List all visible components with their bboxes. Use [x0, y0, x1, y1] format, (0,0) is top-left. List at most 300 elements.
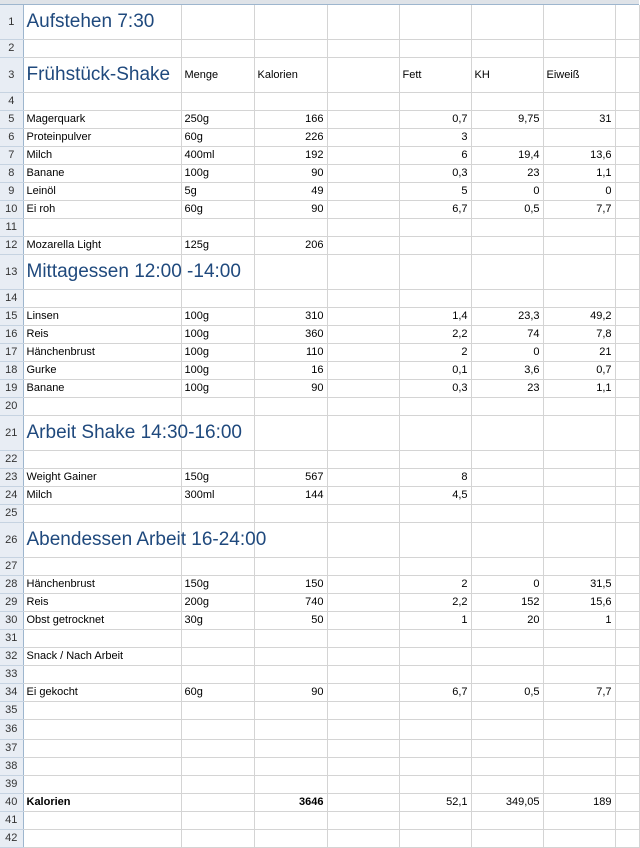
cell-empty[interactable]	[327, 165, 399, 183]
cell-fat[interactable]: 2,2	[399, 594, 471, 612]
cell-empty[interactable]	[615, 776, 639, 794]
cell-amount[interactable]	[181, 812, 254, 830]
row-number[interactable]: 16	[0, 326, 23, 344]
cell-empty[interactable]	[615, 416, 639, 451]
cell-calories[interactable]: 16	[254, 362, 327, 380]
cell-carbs[interactable]	[471, 487, 543, 505]
cell-empty[interactable]	[327, 326, 399, 344]
row-number[interactable]: 32	[0, 648, 23, 666]
cell-empty[interactable]	[327, 684, 399, 702]
cell-carbs[interactable]	[471, 469, 543, 487]
cell-calories[interactable]	[254, 5, 327, 40]
cell-fat[interactable]: Fett	[399, 58, 471, 93]
cell-carbs[interactable]: 0,5	[471, 684, 543, 702]
cell-carbs[interactable]	[471, 398, 543, 416]
cell-amount[interactable]	[181, 776, 254, 794]
cell-amount[interactable]	[181, 794, 254, 812]
cell-label[interactable]: Snack / Nach Arbeit	[23, 648, 181, 666]
row-number[interactable]: 37	[0, 740, 23, 758]
cell-label[interactable]	[23, 558, 181, 576]
row-number[interactable]: 11	[0, 219, 23, 237]
cell-amount[interactable]	[181, 40, 254, 58]
cell-empty[interactable]	[327, 129, 399, 147]
cell-carbs[interactable]	[471, 5, 543, 40]
cell-empty[interactable]	[615, 451, 639, 469]
cell-label[interactable]	[23, 505, 181, 523]
cell-fat[interactable]	[399, 219, 471, 237]
row-number[interactable]: 18	[0, 362, 23, 380]
cell-empty[interactable]	[327, 505, 399, 523]
cell-amount[interactable]: 60g	[181, 129, 254, 147]
cell-protein[interactable]	[543, 830, 615, 848]
cell-empty[interactable]	[327, 398, 399, 416]
cell-label[interactable]: Gurke	[23, 362, 181, 380]
cell-fat[interactable]: 52,1	[399, 794, 471, 812]
cell-calories[interactable]: Kalorien	[254, 58, 327, 93]
row-number[interactable]: 31	[0, 630, 23, 648]
cell-amount[interactable]	[181, 648, 254, 666]
cell-calories[interactable]: 144	[254, 487, 327, 505]
cell-calories[interactable]: 226	[254, 129, 327, 147]
cell-empty[interactable]	[615, 505, 639, 523]
row-number[interactable]: 38	[0, 758, 23, 776]
cell-calories[interactable]: 49	[254, 183, 327, 201]
row-number[interactable]: 30	[0, 612, 23, 630]
cell-empty[interactable]	[615, 5, 639, 40]
cell-amount[interactable]: 400ml	[181, 147, 254, 165]
cell-calories[interactable]	[254, 630, 327, 648]
cell-fat[interactable]: 6	[399, 147, 471, 165]
cell-protein[interactable]	[543, 740, 615, 758]
cell-empty[interactable]	[327, 776, 399, 794]
cell-carbs[interactable]	[471, 523, 543, 558]
cell-calories[interactable]	[254, 720, 327, 740]
cell-label[interactable]: Banane	[23, 165, 181, 183]
row-number[interactable]: 34	[0, 684, 23, 702]
cell-fat[interactable]	[399, 776, 471, 794]
cell-empty[interactable]	[615, 702, 639, 720]
cell-carbs[interactable]	[471, 830, 543, 848]
cell-carbs[interactable]: 152	[471, 594, 543, 612]
cell-protein[interactable]: 7,7	[543, 684, 615, 702]
cell-protein[interactable]	[543, 648, 615, 666]
cell-amount[interactable]: 5g	[181, 183, 254, 201]
row-number[interactable]: 10	[0, 201, 23, 219]
cell-empty[interactable]	[327, 451, 399, 469]
row-number[interactable]: 17	[0, 344, 23, 362]
cell-empty[interactable]	[327, 111, 399, 129]
cell-label[interactable]	[23, 702, 181, 720]
cell-fat[interactable]	[399, 398, 471, 416]
cell-fat[interactable]	[399, 666, 471, 684]
cell-protein[interactable]	[543, 219, 615, 237]
cell-empty[interactable]	[327, 648, 399, 666]
cell-carbs[interactable]	[471, 558, 543, 576]
cell-amount[interactable]: 200g	[181, 594, 254, 612]
cell-empty[interactable]	[327, 558, 399, 576]
cell-label[interactable]: Linsen	[23, 308, 181, 326]
cell-protein[interactable]	[543, 93, 615, 111]
cell-carbs[interactable]	[471, 666, 543, 684]
row-number[interactable]: 28	[0, 576, 23, 594]
cell-empty[interactable]	[615, 630, 639, 648]
cell-fat[interactable]	[399, 255, 471, 290]
cell-label[interactable]	[23, 740, 181, 758]
cell-calories[interactable]	[254, 702, 327, 720]
cell-carbs[interactable]	[471, 129, 543, 147]
cell-label[interactable]: Obst getrocknet	[23, 612, 181, 630]
cell-label[interactable]: Hänchenbrust	[23, 576, 181, 594]
cell-amount[interactable]: 100g	[181, 380, 254, 398]
cell-empty[interactable]	[615, 219, 639, 237]
cell-empty[interactable]	[615, 344, 639, 362]
cell-label[interactable]: Ei roh	[23, 201, 181, 219]
cell-protein[interactable]	[543, 129, 615, 147]
cell-fat[interactable]	[399, 451, 471, 469]
cell-empty[interactable]	[615, 147, 639, 165]
cell-label[interactable]: Reis	[23, 326, 181, 344]
row-number[interactable]: 41	[0, 812, 23, 830]
cell-calories[interactable]	[254, 451, 327, 469]
cell-empty[interactable]	[327, 219, 399, 237]
cell-empty[interactable]	[327, 416, 399, 451]
cell-protein[interactable]	[543, 469, 615, 487]
cell-calories[interactable]	[254, 812, 327, 830]
cell-calories[interactable]	[254, 740, 327, 758]
row-number[interactable]: 8	[0, 165, 23, 183]
cell-amount[interactable]: 60g	[181, 201, 254, 219]
row-number[interactable]: 20	[0, 398, 23, 416]
cell-fat[interactable]	[399, 523, 471, 558]
row-number[interactable]: 12	[0, 237, 23, 255]
cell-fat[interactable]	[399, 290, 471, 308]
cell-amount[interactable]	[181, 702, 254, 720]
cell-protein[interactable]	[543, 630, 615, 648]
cell-label[interactable]	[23, 93, 181, 111]
cell-fat[interactable]	[399, 720, 471, 740]
cell-amount[interactable]	[181, 720, 254, 740]
cell-empty[interactable]	[327, 523, 399, 558]
cell-amount[interactable]: 250g	[181, 111, 254, 129]
cell-label[interactable]: Reis	[23, 594, 181, 612]
cell-calories[interactable]	[254, 666, 327, 684]
cell-calories[interactable]: 567	[254, 469, 327, 487]
cell-empty[interactable]	[615, 720, 639, 740]
cell-carbs[interactable]: 0	[471, 183, 543, 201]
cell-protein[interactable]: Eiweiß	[543, 58, 615, 93]
cell-amount[interactable]: 100g	[181, 326, 254, 344]
cell-protein[interactable]	[543, 720, 615, 740]
cell-empty[interactable]	[615, 758, 639, 776]
cell-empty[interactable]	[327, 812, 399, 830]
cell-carbs[interactable]	[471, 740, 543, 758]
cell-amount[interactable]	[181, 830, 254, 848]
cell-carbs[interactable]: KH	[471, 58, 543, 93]
cell-label[interactable]	[23, 40, 181, 58]
cell-carbs[interactable]: 0	[471, 344, 543, 362]
cell-empty[interactable]	[615, 830, 639, 848]
cell-empty[interactable]	[327, 147, 399, 165]
cell-protein[interactable]: 13,6	[543, 147, 615, 165]
cell-carbs[interactable]: 0	[471, 576, 543, 594]
row-number[interactable]: 24	[0, 487, 23, 505]
cell-label[interactable]	[23, 666, 181, 684]
cell-fat[interactable]	[399, 505, 471, 523]
cell-label[interactable]: Arbeit Shake 14:30-16:00	[23, 416, 181, 451]
cell-empty[interactable]	[615, 290, 639, 308]
cell-calories[interactable]	[254, 758, 327, 776]
cell-carbs[interactable]	[471, 630, 543, 648]
row-number[interactable]: 35	[0, 702, 23, 720]
cell-calories[interactable]	[254, 830, 327, 848]
cell-empty[interactable]	[327, 740, 399, 758]
cell-protein[interactable]	[543, 451, 615, 469]
cell-protein[interactable]: 1,1	[543, 380, 615, 398]
cell-empty[interactable]	[327, 5, 399, 40]
cell-amount[interactable]	[181, 758, 254, 776]
cell-fat[interactable]	[399, 93, 471, 111]
cell-empty[interactable]	[615, 237, 639, 255]
cell-fat[interactable]: 0,3	[399, 380, 471, 398]
cell-calories[interactable]: 192	[254, 147, 327, 165]
cell-amount[interactable]: 100g	[181, 344, 254, 362]
cell-protein[interactable]	[543, 416, 615, 451]
cell-amount[interactable]	[181, 630, 254, 648]
row-number[interactable]: 40	[0, 794, 23, 812]
cell-amount[interactable]: 300ml	[181, 487, 254, 505]
cell-calories[interactable]	[254, 505, 327, 523]
row-number[interactable]: 42	[0, 830, 23, 848]
cell-amount[interactable]: 150g	[181, 576, 254, 594]
cell-empty[interactable]	[327, 720, 399, 740]
cell-label[interactable]	[23, 219, 181, 237]
cell-calories[interactable]	[254, 40, 327, 58]
cell-calories[interactable]: 90	[254, 165, 327, 183]
cell-empty[interactable]	[327, 183, 399, 201]
cell-calories[interactable]	[254, 255, 327, 290]
cell-label[interactable]	[23, 630, 181, 648]
cell-calories[interactable]: 206	[254, 237, 327, 255]
row-number[interactable]: 29	[0, 594, 23, 612]
cell-carbs[interactable]: 23	[471, 165, 543, 183]
cell-calories[interactable]: 740	[254, 594, 327, 612]
cell-fat[interactable]: 1	[399, 612, 471, 630]
cell-empty[interactable]	[615, 362, 639, 380]
cell-empty[interactable]	[615, 648, 639, 666]
cell-empty[interactable]	[615, 523, 639, 558]
cell-carbs[interactable]	[471, 505, 543, 523]
cell-calories[interactable]	[254, 648, 327, 666]
cell-empty[interactable]	[327, 380, 399, 398]
cell-empty[interactable]	[327, 612, 399, 630]
cell-empty[interactable]	[615, 129, 639, 147]
cell-empty[interactable]	[327, 666, 399, 684]
row-number[interactable]: 15	[0, 308, 23, 326]
row-number[interactable]: 23	[0, 469, 23, 487]
cell-empty[interactable]	[327, 702, 399, 720]
cell-protein[interactable]: 1,1	[543, 165, 615, 183]
row-number[interactable]: 27	[0, 558, 23, 576]
cell-empty[interactable]	[327, 58, 399, 93]
cell-amount[interactable]	[181, 666, 254, 684]
cell-empty[interactable]	[327, 487, 399, 505]
cell-calories[interactable]: 90	[254, 201, 327, 219]
cell-label[interactable]: Mozarella Light	[23, 237, 181, 255]
row-number[interactable]: 22	[0, 451, 23, 469]
row-number[interactable]: 21	[0, 416, 23, 451]
cell-protein[interactable]	[543, 505, 615, 523]
cell-label[interactable]	[23, 720, 181, 740]
cell-empty[interactable]	[327, 290, 399, 308]
cell-carbs[interactable]	[471, 40, 543, 58]
cell-protein[interactable]	[543, 812, 615, 830]
cell-carbs[interactable]	[471, 290, 543, 308]
cell-label[interactable]: Milch	[23, 147, 181, 165]
cell-amount[interactable]	[181, 451, 254, 469]
cell-calories[interactable]	[254, 776, 327, 794]
cell-protein[interactable]: 31	[543, 111, 615, 129]
cell-label[interactable]: Ei gekocht	[23, 684, 181, 702]
cell-fat[interactable]	[399, 812, 471, 830]
cell-carbs[interactable]	[471, 255, 543, 290]
cell-fat[interactable]: 2,2	[399, 326, 471, 344]
cell-amount[interactable]	[181, 558, 254, 576]
cell-calories[interactable]	[254, 416, 327, 451]
cell-amount[interactable]	[181, 740, 254, 758]
cell-calories[interactable]	[254, 93, 327, 111]
cell-protein[interactable]	[543, 237, 615, 255]
cell-empty[interactable]	[615, 93, 639, 111]
cell-calories[interactable]	[254, 398, 327, 416]
cell-empty[interactable]	[327, 576, 399, 594]
cell-protein[interactable]	[543, 702, 615, 720]
cell-protein[interactable]	[543, 40, 615, 58]
cell-empty[interactable]	[615, 40, 639, 58]
cell-calories[interactable]	[254, 219, 327, 237]
row-number[interactable]: 9	[0, 183, 23, 201]
cell-empty[interactable]	[327, 830, 399, 848]
cell-amount[interactable]	[181, 219, 254, 237]
row-number[interactable]: 36	[0, 720, 23, 740]
cell-empty[interactable]	[615, 594, 639, 612]
row-number[interactable]: 1	[0, 5, 23, 40]
cell-protein[interactable]	[543, 558, 615, 576]
cell-empty[interactable]	[615, 794, 639, 812]
cell-carbs[interactable]	[471, 702, 543, 720]
cell-protein[interactable]	[543, 758, 615, 776]
cell-carbs[interactable]: 9,75	[471, 111, 543, 129]
cell-carbs[interactable]: 23,3	[471, 308, 543, 326]
cell-amount[interactable]	[181, 398, 254, 416]
cell-empty[interactable]	[615, 308, 639, 326]
cell-amount[interactable]: Menge	[181, 58, 254, 93]
cell-label[interactable]: Abendessen Arbeit 16-24:00	[23, 523, 181, 558]
cell-fat[interactable]	[399, 702, 471, 720]
cell-calories[interactable]	[254, 558, 327, 576]
cell-carbs[interactable]: 74	[471, 326, 543, 344]
cell-empty[interactable]	[327, 794, 399, 812]
cell-label[interactable]: Milch	[23, 487, 181, 505]
cell-amount[interactable]: 100g	[181, 362, 254, 380]
row-number[interactable]: 6	[0, 129, 23, 147]
cell-protein[interactable]	[543, 523, 615, 558]
cell-fat[interactable]: 0,3	[399, 165, 471, 183]
cell-empty[interactable]	[615, 469, 639, 487]
cell-carbs[interactable]	[471, 812, 543, 830]
cell-carbs[interactable]	[471, 758, 543, 776]
cell-empty[interactable]	[327, 344, 399, 362]
row-number[interactable]: 19	[0, 380, 23, 398]
row-number[interactable]: 33	[0, 666, 23, 684]
cell-label[interactable]: Leinöl	[23, 183, 181, 201]
cell-protein[interactable]: 7,7	[543, 201, 615, 219]
cell-empty[interactable]	[615, 576, 639, 594]
cell-label[interactable]	[23, 776, 181, 794]
cell-calories[interactable]: 50	[254, 612, 327, 630]
cell-protein[interactable]: 1	[543, 612, 615, 630]
cell-amount[interactable]: 125g	[181, 237, 254, 255]
cell-label[interactable]: Hänchenbrust	[23, 344, 181, 362]
cell-fat[interactable]: 8	[399, 469, 471, 487]
cell-empty[interactable]	[615, 201, 639, 219]
cell-empty[interactable]	[615, 111, 639, 129]
cell-protein[interactable]	[543, 776, 615, 794]
cell-label[interactable]: Frühstück-Shake	[23, 58, 181, 93]
cell-amount[interactable]: 100g	[181, 165, 254, 183]
cell-amount[interactable]	[181, 93, 254, 111]
cell-label[interactable]: Mittagessen 12:00 -14:00	[23, 255, 181, 290]
cell-calories[interactable]: 150	[254, 576, 327, 594]
row-number[interactable]: 3	[0, 58, 23, 93]
cell-fat[interactable]: 3	[399, 129, 471, 147]
cell-empty[interactable]	[615, 684, 639, 702]
cell-protein[interactable]: 0	[543, 183, 615, 201]
cell-protein[interactable]: 15,6	[543, 594, 615, 612]
cell-calories[interactable]: 90	[254, 380, 327, 398]
cell-label[interactable]	[23, 398, 181, 416]
cell-empty[interactable]	[327, 758, 399, 776]
cell-calories[interactable]: 90	[254, 684, 327, 702]
cell-protein[interactable]	[543, 666, 615, 684]
cell-calories[interactable]: 3646	[254, 794, 327, 812]
cell-calories[interactable]	[254, 290, 327, 308]
cell-protein[interactable]: 49,2	[543, 308, 615, 326]
cell-amount[interactable]	[181, 505, 254, 523]
cell-empty[interactable]	[615, 380, 639, 398]
row-number[interactable]: 4	[0, 93, 23, 111]
cell-label[interactable]: Magerquark	[23, 111, 181, 129]
cell-fat[interactable]: 0,1	[399, 362, 471, 380]
cell-calories[interactable]: 166	[254, 111, 327, 129]
cell-empty[interactable]	[615, 58, 639, 93]
cell-label[interactable]	[23, 812, 181, 830]
cell-amount[interactable]	[181, 290, 254, 308]
cell-empty[interactable]	[327, 630, 399, 648]
cell-protein[interactable]	[543, 487, 615, 505]
cell-label[interactable]: Aufstehen 7:30	[23, 5, 181, 40]
cell-empty[interactable]	[327, 201, 399, 219]
cell-empty[interactable]	[615, 165, 639, 183]
cell-label[interactable]	[23, 758, 181, 776]
cell-fat[interactable]	[399, 5, 471, 40]
cell-fat[interactable]: 6,7	[399, 201, 471, 219]
cell-amount[interactable]: 30g	[181, 612, 254, 630]
cell-carbs[interactable]	[471, 93, 543, 111]
cell-label[interactable]	[23, 451, 181, 469]
cell-protein[interactable]	[543, 5, 615, 40]
cell-carbs[interactable]	[471, 416, 543, 451]
cell-fat[interactable]: 4,5	[399, 487, 471, 505]
